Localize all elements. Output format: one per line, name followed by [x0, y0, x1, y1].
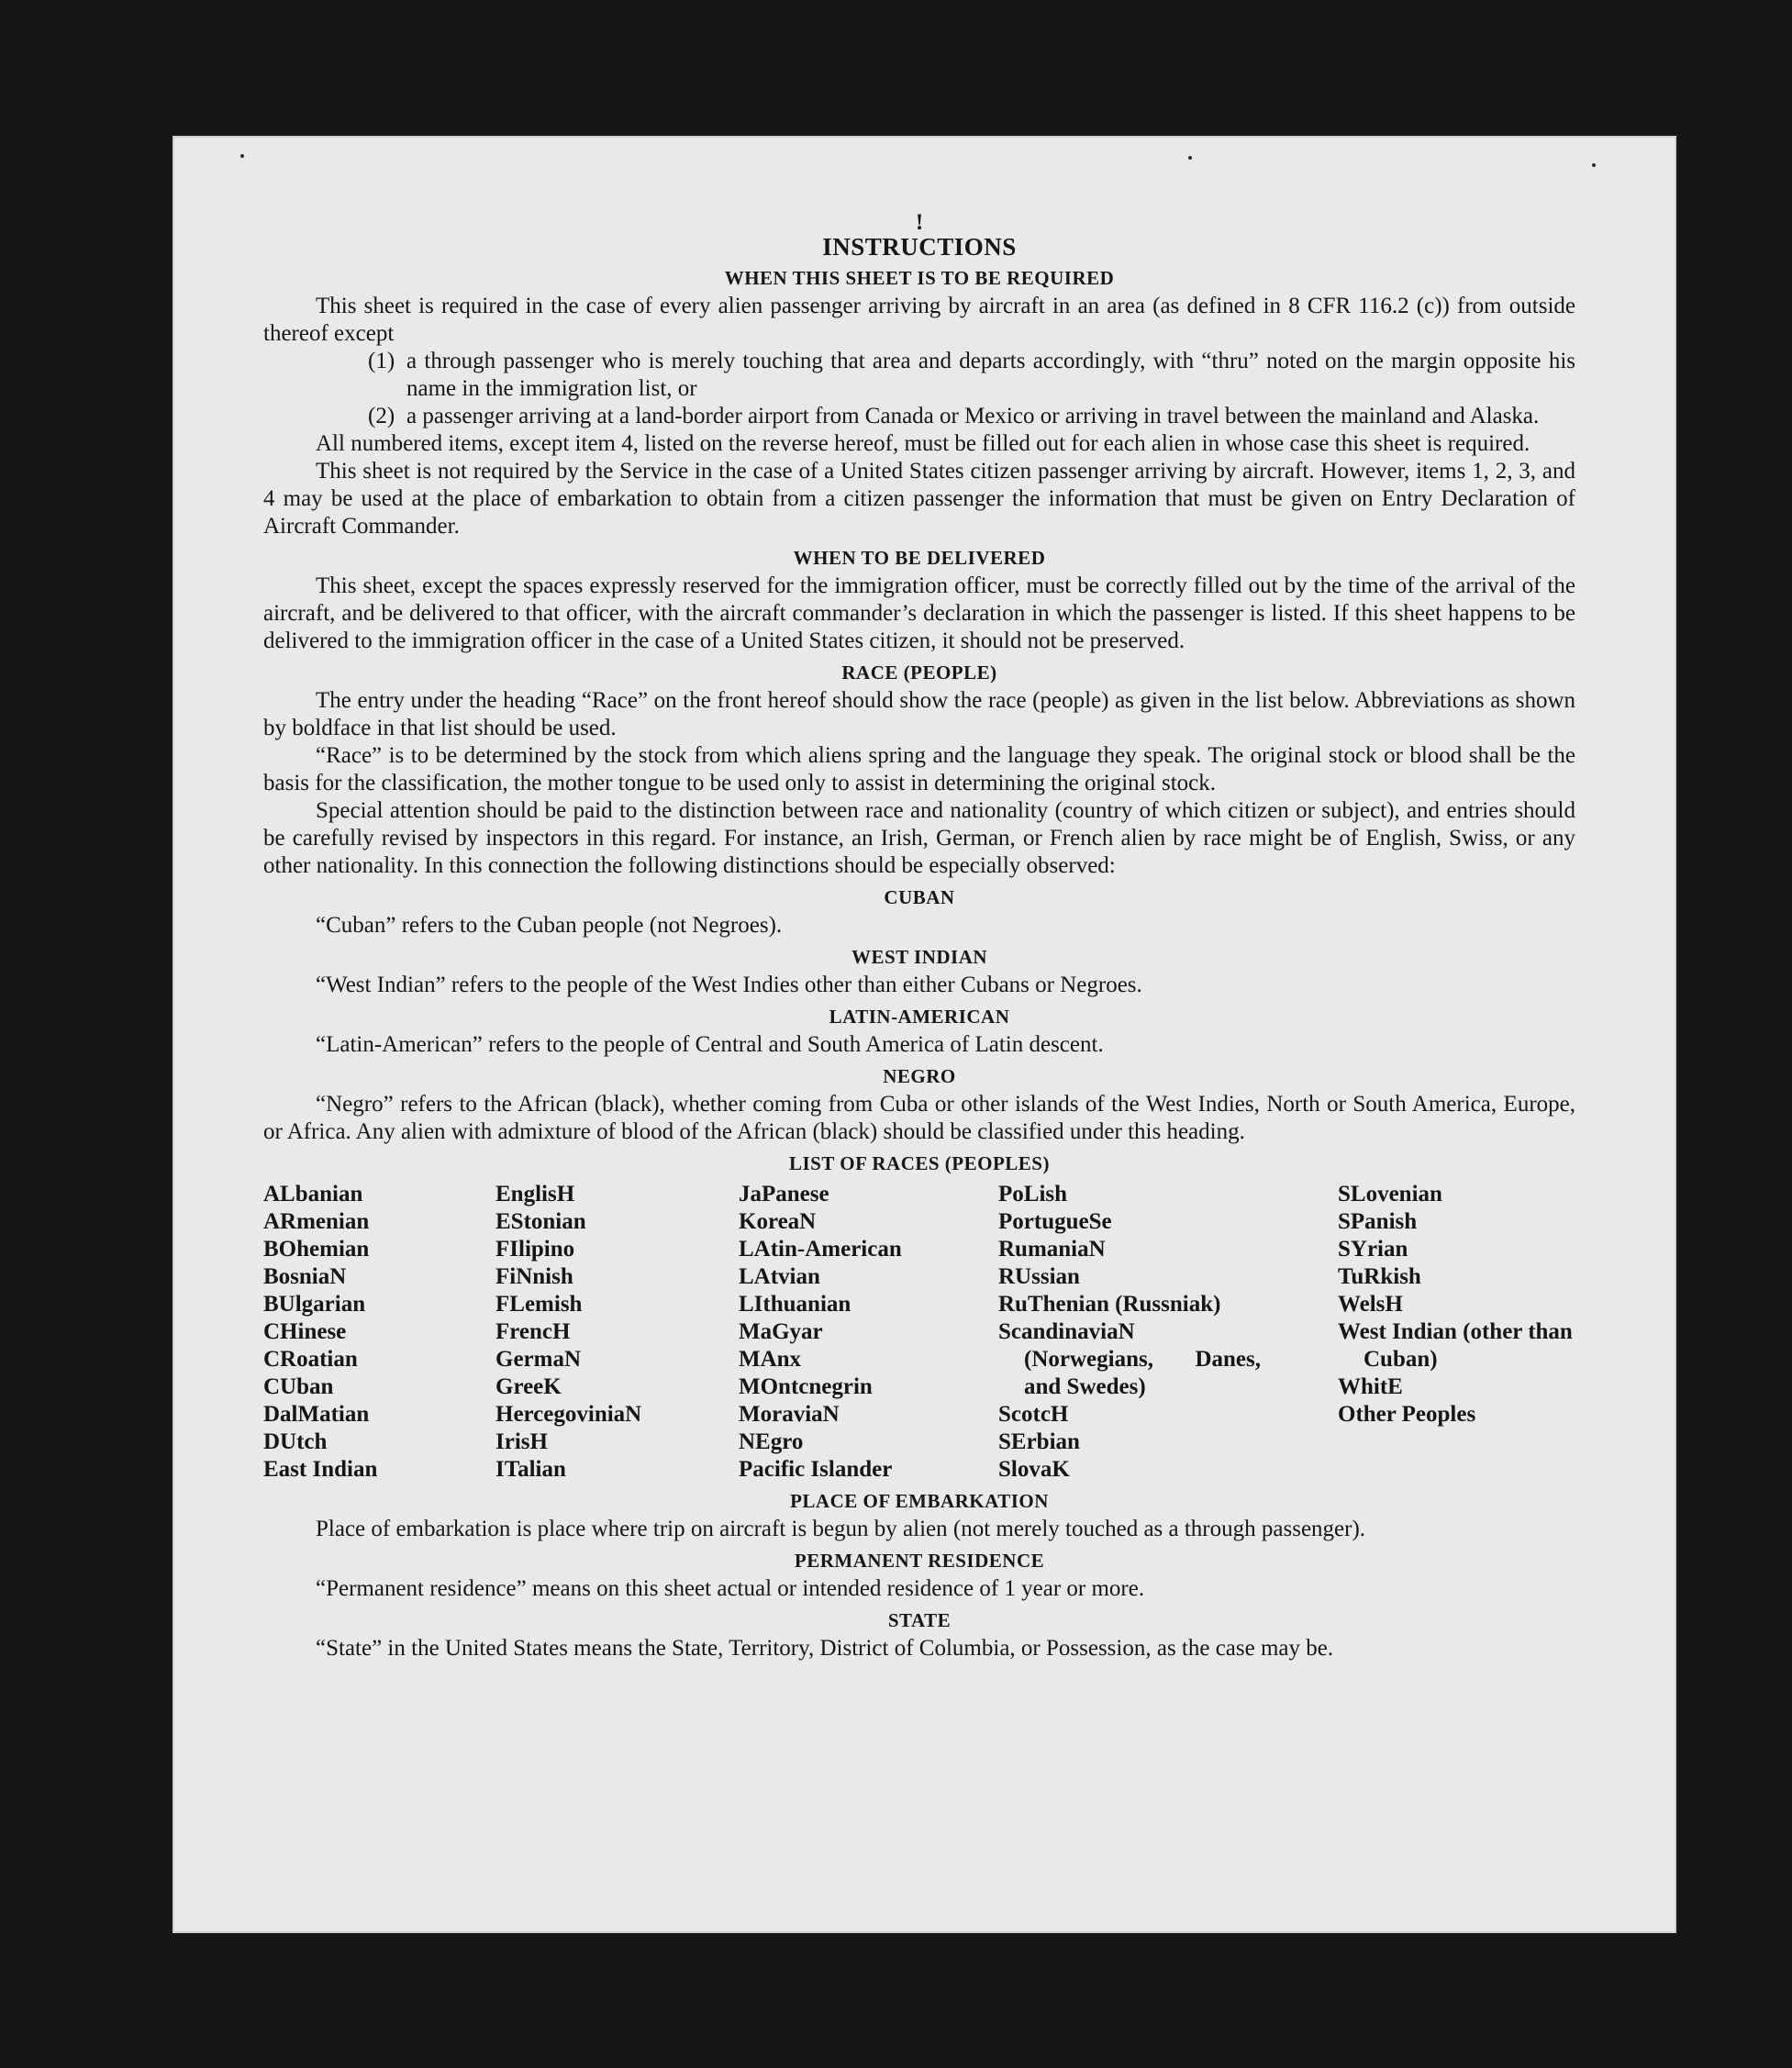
race-entry: FiNnish [495, 1264, 573, 1289]
race-entry: East Indian [263, 1457, 378, 1482]
dust-speck [240, 154, 244, 158]
race-entry: CRoatian [263, 1347, 358, 1372]
heading-negro: NEGRO [883, 1065, 956, 1087]
race-entry: LAtin-American [739, 1237, 902, 1262]
race-column [1338, 1181, 1575, 1484]
race-entry: WhitE [1338, 1374, 1403, 1399]
heading-latin-american: LATIN-AMERICAN [829, 1006, 1010, 1028]
heading-embarkation: PLACE OF EMBARKATION [790, 1490, 1049, 1512]
exception-item [368, 403, 1575, 430]
race-entry: Pacific Islander [739, 1457, 893, 1482]
paragraph: “State” in the United States means the State, Territory, District of Columbia, or Possession, as the case may be. [316, 1636, 1334, 1661]
race-entry: EnglisH [495, 1182, 575, 1206]
paragraph: “West Indian” refers to the people of the West Indies other than either Cubans or Negroes. [316, 973, 1142, 997]
race-entry: MaGyar [739, 1319, 823, 1344]
race-entry: RUssian [998, 1264, 1080, 1289]
paragraph: This sheet, except the spaces expressly reserved for the immigration officer, must be correctly filled out by the time of the arrival of the aircraft, and be delivered to that officer, with the aircraft commander’s declaration in which the passenger is listed. If this sheet happens to be delivered to the immigration officer in the case of a United States citizen, it should not be preserved. [263, 573, 1575, 653]
race-entry: SErbian [998, 1429, 1080, 1454]
dust-speck [1188, 156, 1192, 160]
race-entry: LIthuanian [739, 1292, 851, 1317]
race-entry: Other Peoples [1338, 1402, 1476, 1427]
race-entry: West Indian (other than Cuban) [1338, 1319, 1573, 1372]
race-entry: KoreaN [739, 1209, 817, 1234]
heading-list-of-races: LIST OF RACES (PEOPLES) [789, 1152, 1050, 1174]
race-entry: FrencH [495, 1319, 571, 1344]
document-sheet [174, 138, 1675, 1931]
race-entry: EStonian [495, 1209, 586, 1234]
race-entry: SPanish [1338, 1209, 1418, 1234]
top-mark: ! [915, 210, 924, 235]
race-entry: ScotcH [998, 1402, 1069, 1427]
race-entry: GermaN [495, 1347, 582, 1372]
race-column [263, 1181, 495, 1484]
race-entry: SYrian [1338, 1237, 1408, 1262]
race-entry: FIlipino [495, 1237, 575, 1262]
race-entry: DalMatian [263, 1402, 370, 1427]
heading-when-delivered: WHEN TO BE DELIVERED [793, 547, 1046, 569]
race-entry: BUlgarian [263, 1292, 366, 1317]
race-entry: BosniaN [263, 1264, 347, 1289]
paragraph: This sheet is not required by the Service in the case of a United States citizen passenger arriving by aircraft. However, items 1, 2, 3, and 4 may be used at the place of embarkation to obtain from a citizen passenger the information that must be given on Entry Declaration of Aircraft Commander. [263, 459, 1575, 539]
race-entry: CHinese [263, 1319, 347, 1344]
race-entry: MoraviaN [739, 1402, 840, 1427]
race-entry: MAnx [739, 1347, 802, 1372]
race-entry: PortugueSe [998, 1209, 1112, 1234]
race-column [998, 1181, 1261, 1484]
page-title: INSTRUCTIONS [822, 233, 1017, 261]
paragraph: “Latin-American” refers to the people of Central and South America of Latin descent. [316, 1032, 1104, 1057]
race-entry: NEgro [739, 1429, 804, 1454]
race-entry: BOhemian [263, 1237, 370, 1262]
race-entry: RuThenian (Russniak) [998, 1292, 1221, 1317]
paragraph: “Race” is to be determined by the stock from which aliens spring and the language they speak. The original stock or blood shall be the basis for the classification, the mother tongue to be used only to assist in determining the original stock. [263, 743, 1575, 795]
paragraph: “Permanent residence” means on this sheet actual or intended residence of 1 year or more. [316, 1576, 1145, 1601]
heading-permanent-residence: PERMANENT RESIDENCE [794, 1550, 1045, 1572]
dust-speck [1592, 163, 1596, 167]
paragraph: “Negro” refers to the African (black), whether coming from Cuba or other islands of the West Indies, North or South America, Europe, or Africa. Any alien with admixture of blood of the African (black) should be classified under this heading. [263, 1092, 1575, 1144]
exception-item [368, 348, 1575, 403]
heading-cuban: CUBAN [884, 886, 955, 908]
paragraph: “Cuban” refers to the Cuban people (not Negroes). [316, 913, 783, 938]
race-list [263, 1181, 1575, 1484]
paragraph: Place of embarkation is place where trip on aircraft is begun by alien (not merely touched as a through passenger). [316, 1517, 1366, 1541]
paragraph: The entry under the heading “Race” on the front hereof should show the race (people) as given in the list below. Abbreviations as shown by boldface in that list should be used. [263, 688, 1575, 740]
race-entry: MOntcnegrin [739, 1374, 873, 1399]
race-entry: LAtvian [739, 1264, 820, 1289]
race-entry: SLovenian [1338, 1182, 1442, 1206]
paragraph: This sheet is required in the case of every alien passenger arriving by aircraft in an area (as defined in 8 CFR 116.2 (c)) from outside thereof except [263, 294, 1575, 346]
race-entry: SlovaK [998, 1457, 1070, 1482]
item-number: (2) [368, 404, 395, 428]
heading-race: RACE (PEOPLE) [841, 662, 997, 684]
heading-when-required: WHEN THIS SHEET IS TO BE REQUIRED [724, 267, 1115, 289]
paragraph: Special attention should be paid to the distinction between race and nationality (country of which citizen or subject), and entries should be carefully revised by inspectors in this regard. For instance, an Irish, German, or French alien by race might be of English, Swiss, or any other nationality. In this connection the following distinctions should be especially observed: [263, 798, 1575, 878]
race-entry: JaPanese [739, 1182, 829, 1206]
race-entry: ITalian [495, 1457, 566, 1482]
race-entry: RumaniaN [998, 1237, 1106, 1262]
race-entry: WelsH [1338, 1292, 1403, 1317]
race-entry: FLemish [495, 1292, 583, 1317]
race-entry: GreeK [495, 1374, 562, 1399]
race-entry: ALbanian [263, 1182, 363, 1206]
race-entry: HercegoviniaN [495, 1402, 642, 1427]
race-entry: ScandinaviaN (Norwegians, Danes, and Swedes) [998, 1319, 1261, 1399]
race-entry: TuRkish [1338, 1264, 1421, 1289]
instructions-content [263, 210, 1575, 1662]
heading-west-indian: WEST INDIAN [851, 946, 988, 968]
heading-state: STATE [887, 1609, 952, 1631]
race-entry: DUtch [263, 1429, 328, 1454]
race-entry: IrisH [495, 1429, 548, 1454]
paragraph: All numbered items, except item 4, listed on the reverse hereof, must be filled out for each alien in whose case this sheet is required. [316, 431, 1530, 456]
race-entry: CUban [263, 1374, 334, 1399]
race-column [739, 1181, 998, 1484]
item-number: (1) [368, 349, 395, 373]
item-text: a passenger arriving at a land-border airport from Canada or Mexico or arriving in travel between the mainland and Alaska. [406, 404, 1540, 428]
race-entry: ARmenian [263, 1209, 370, 1234]
item-text: a through passenger who is merely touching that area and departs accordingly, with “thru” noted on the margin opposite his name in the immigration list, or [406, 349, 1575, 401]
race-entry: PoLish [998, 1182, 1068, 1206]
race-column [495, 1181, 739, 1484]
